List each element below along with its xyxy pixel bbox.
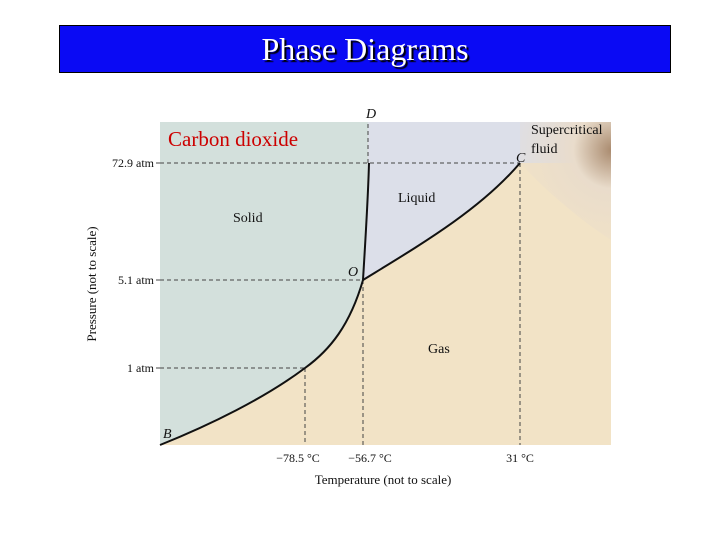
point-b-label: B — [163, 427, 172, 442]
liquid-label: Liquid — [398, 191, 436, 206]
x-tick-label: −78.5 °C — [276, 451, 320, 465]
gas-label: Gas — [428, 342, 450, 357]
y-axis-title: Pressure (not to scale) — [84, 226, 99, 342]
point-d-label: D — [366, 107, 377, 122]
y-tick-label: 1 atm — [127, 361, 154, 375]
supercritical-fluid-label: fluid — [531, 142, 558, 157]
slide-title: Phase Diagrams — [261, 30, 469, 67]
subject-label: Carbon dioxide — [168, 127, 299, 151]
point-c-label: C — [516, 151, 526, 166]
supercritical-label: Supercritical — [531, 123, 603, 138]
solid-label: Solid — [233, 211, 263, 226]
x-tick-label: 31 °C — [506, 451, 534, 465]
point-o-label: O — [348, 265, 359, 280]
x-axis-title: Temperature (not to scale) — [314, 472, 452, 487]
y-tick-label: 72.9 atm — [112, 156, 154, 170]
y-tick-label: 5.1 atm — [118, 273, 154, 287]
x-tick-label: −56.7 °C — [348, 451, 392, 465]
